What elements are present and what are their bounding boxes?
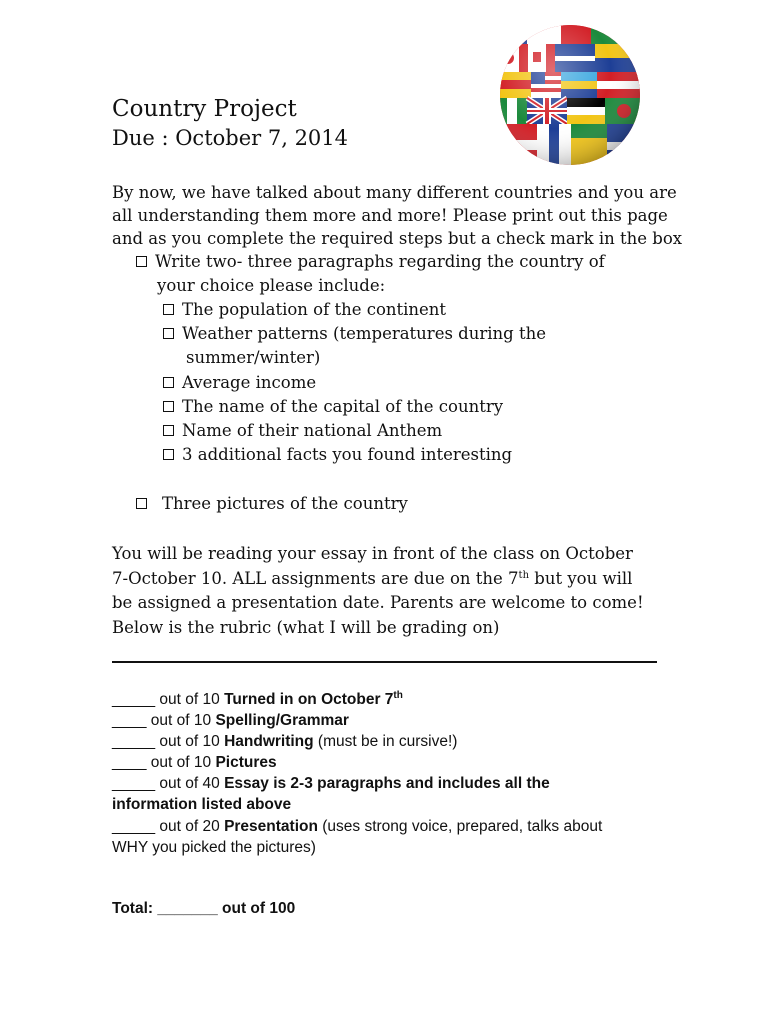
closing-line: You will be reading your essay in front of the class on October	[112, 544, 633, 563]
rubric-points: out of 20	[155, 818, 225, 835]
rubric-points: out of 10	[146, 712, 216, 729]
checkbox[interactable]	[163, 449, 174, 460]
intro-line: and as you complete the required steps but a check mark in the box	[112, 229, 683, 248]
total-score	[112, 900, 295, 918]
checklist-subitem-label: The name of the capital of the country	[182, 397, 504, 416]
total-label: Total:	[112, 900, 154, 917]
rubric-row	[112, 816, 602, 837]
closing-line: be assigned a presentation date. Parents are welcome to come!	[112, 593, 644, 612]
rubric-points: out of 10	[146, 754, 216, 771]
rubric-points: out of 10	[155, 733, 225, 750]
superscript: th	[518, 569, 530, 581]
closing-line	[112, 567, 672, 592]
checklist-item-paragraphs	[136, 250, 605, 274]
checklist-subitem-income	[163, 371, 316, 395]
checklist-subitem-population	[163, 298, 446, 322]
checklist-subitem-facts	[163, 443, 512, 467]
checklist-subitem-label: Average income	[182, 373, 317, 392]
intro-line: By now, we have talked about many different countries and you are	[112, 183, 677, 202]
intro-paragraph	[112, 181, 683, 250]
rubric-note: (uses strong voice, prepared, talks about	[317, 818, 603, 835]
checkbox[interactable]	[163, 425, 174, 436]
checklist-subitem-label: Weather patterns (temperatures during the	[182, 324, 546, 343]
checklist-subitem-capital	[163, 395, 503, 419]
checklist-subitem-weather	[163, 322, 546, 346]
due-date: Due : October 7, 2014	[112, 126, 349, 150]
rubric-row	[112, 710, 349, 731]
rubric-row	[112, 773, 550, 794]
checklist-subitem-label: The population of the continent	[182, 300, 447, 319]
checkbox[interactable]	[163, 328, 174, 339]
score-blank[interactable]: _____	[112, 733, 156, 750]
superscript: th	[393, 690, 403, 701]
checklist-subitem-label: 3 additional facts you found interesting	[182, 445, 513, 464]
rubric-points: out of 10	[155, 691, 225, 708]
checkbox[interactable]	[136, 256, 147, 267]
rubric-note: (must be in cursive!)	[313, 733, 458, 750]
closing-line: Below is the rubric (what I will be grading on)	[112, 617, 500, 637]
checkbox[interactable]	[136, 498, 147, 509]
rubric-criterion: Essay is 2-3 paragraphs and includes all the	[224, 775, 550, 792]
checklist-subitem-continuation: summer/winter)	[186, 348, 321, 367]
score-blank[interactable]: ____	[112, 712, 147, 729]
rubric-criterion: Pictures	[215, 754, 277, 771]
score-blank[interactable]: _____	[112, 691, 156, 708]
closing-text: 7-October 10. ALL assignments are due on the 7	[112, 568, 519, 588]
checklist-item-label: Write two- three paragraphs regarding the country of	[155, 252, 605, 271]
rubric-criterion: Turned in on October 7	[224, 691, 394, 708]
rubric-criterion: information listed above	[112, 796, 292, 813]
rubric-criterion: Presentation	[224, 818, 318, 835]
closing-text: but you will	[529, 568, 633, 588]
checkbox[interactable]	[163, 401, 174, 412]
checkbox[interactable]	[163, 377, 174, 388]
rubric-criterion: Spelling/Grammar	[215, 712, 349, 729]
checklist-item-continuation: your choice please include:	[157, 276, 386, 295]
checklist-item-label: Three pictures of the country	[162, 494, 408, 513]
intro-line: all understanding them more and more! Please print out this page	[112, 206, 668, 225]
rubric-row	[112, 689, 403, 710]
page-title: Country Project	[112, 96, 297, 122]
rubric-row	[112, 837, 316, 858]
rubric-row	[112, 794, 291, 815]
checklist-subitem-label: Name of their national Anthem	[182, 421, 443, 440]
total-blank[interactable]: _______	[153, 900, 223, 917]
checkbox[interactable]	[163, 304, 174, 315]
divider	[112, 661, 657, 663]
rubric-criterion: Handwriting	[224, 733, 314, 750]
checklist-item-pictures	[136, 492, 408, 516]
checklist-subitem-anthem	[163, 419, 442, 443]
score-blank[interactable]: _____	[112, 818, 156, 835]
score-blank[interactable]: _____	[112, 775, 156, 792]
rubric-row	[112, 752, 277, 773]
rubric-note: WHY you picked the pictures)	[112, 839, 316, 856]
score-blank[interactable]: ____	[112, 754, 147, 771]
rubric-row	[112, 731, 457, 752]
closing-paragraph	[112, 542, 672, 640]
rubric-points: out of 40	[155, 775, 225, 792]
total-suffix: out of 100	[222, 900, 296, 917]
flags-globe-icon	[497, 22, 643, 168]
